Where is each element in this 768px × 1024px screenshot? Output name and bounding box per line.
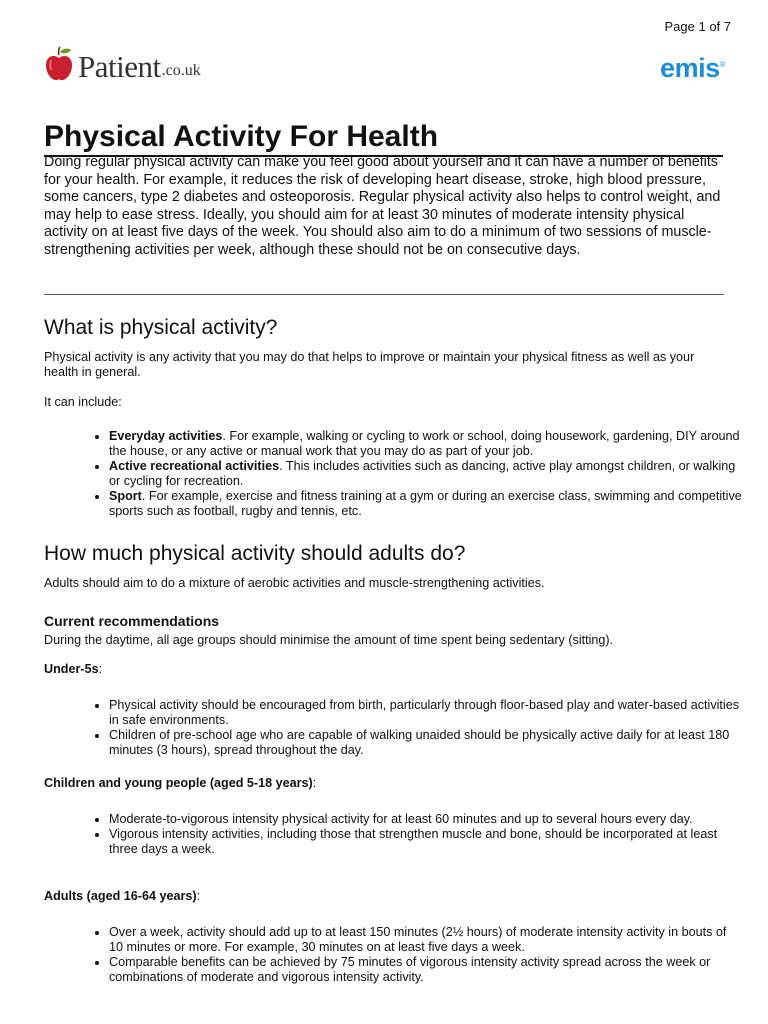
group-label-adults bbox=[44, 889, 200, 904]
group-label-text: Under-5s bbox=[44, 662, 99, 676]
list-item: • Children of pre-school age who are capable of walking unaided should be physically active daily for at least 180 minutes (3 hours), spread throughout the day. bbox=[109, 728, 743, 758]
divider bbox=[44, 294, 724, 295]
subheading-current-recommendations: Current recommendations bbox=[44, 613, 220, 629]
list-item-text: . This includes activities such as dancing, active play amongst children, or walking or cycling for recreation. bbox=[109, 459, 736, 488]
list-item bbox=[109, 459, 743, 489]
group-label-under5 bbox=[44, 662, 102, 677]
registered-mark: ® bbox=[719, 60, 725, 69]
intro-paragraph: Doing regular physical activity can make you feel good about yourself and it can have a number of benefits for your health. For example, it reduces the risk of developing heart disease, stroke, high blood pressure, some cancers, type 2 diabetes and osteoporosis. Regular physical activity also helps to control weight, and may help to ease stress. Ideally, you should aim for at least 30 minutes of moderate intensity physical activity on at least five days of the week. You should also aim to do a minimum of two sessions of muscle-strengthening activities per week, although these should not be on consecutive days. bbox=[44, 154, 721, 258]
list-item: • Physical activity should be encouraged from birth, particularly through floor-based play and water-based activities in safe environments. bbox=[109, 698, 743, 728]
list-item: • Over a week, activity should add up to at least 150 minutes (2½ hours) of moderate intensity activity in bouts of 10 minutes or more. For example, 30 minutes on at least five days a week. bbox=[109, 925, 743, 955]
list-item: • Moderate-to-vigorous intensity physical activity for at least 60 minutes and up to several hours every day. bbox=[109, 812, 743, 827]
logo-suffix: .co.uk bbox=[161, 62, 201, 79]
list-item-bold: Everyday activities bbox=[109, 429, 223, 443]
section-paragraph: Physical activity is any activity that you may do that helps to improve or maintain your physical fitness as well as your health in general. bbox=[44, 350, 695, 379]
list-item bbox=[109, 489, 743, 519]
apple-icon bbox=[44, 46, 74, 82]
emis-logo[interactable] bbox=[660, 53, 725, 84]
group-label-colon: : bbox=[98, 662, 103, 676]
patient-logo[interactable] bbox=[44, 42, 201, 82]
group-label-text: Children and young people (aged 5-18 years) bbox=[44, 776, 313, 790]
emis-logo-text: emis bbox=[660, 53, 720, 83]
list-item: • Vigorous intensity activities, including those that strengthen muscle and bone, should be incorporated at least three days a week. bbox=[109, 827, 743, 857]
group-label-colon: : bbox=[196, 889, 201, 903]
children-list bbox=[90, 812, 743, 857]
section-paragraph: Adults should aim to do a mixture of aerobic activities and muscle-strengthening activities. bbox=[44, 576, 545, 590]
section-heading-what-is: What is physical activity? bbox=[44, 316, 278, 339]
group-label-colon: : bbox=[312, 776, 317, 790]
logo-text: Patient bbox=[78, 49, 161, 84]
page-title: Physical Activity For Health bbox=[44, 120, 723, 157]
group-label-children bbox=[44, 776, 316, 791]
section-heading-how-much: How much physical activity should adults do? bbox=[44, 542, 466, 565]
section-paragraph: During the daytime, all age groups should minimise the amount of time spent being sedentary (sitting). bbox=[44, 633, 614, 647]
activity-list bbox=[90, 429, 743, 519]
list-item-bold: Sport bbox=[109, 489, 142, 503]
group-label-text: Adults (aged 16-64 years) bbox=[44, 889, 197, 903]
adults-list bbox=[90, 925, 743, 985]
list-item-text: . For example, walking or cycling to work or school, doing housework, gardening, DIY around the house, or any active or manual work that you may do as part of your job. bbox=[109, 429, 740, 458]
list-item-bold: Active recreational activities bbox=[109, 459, 280, 473]
list-item-text: . For example, exercise and fitness training at a gym or during an exercise class, swimming and competitive sports such as football, rugby and tennis, etc. bbox=[109, 489, 742, 518]
page-indicator: Page 1 of 7 bbox=[664, 19, 731, 34]
list-item bbox=[109, 429, 743, 459]
list-item: • Comparable benefits can be achieved by 75 minutes of vigorous intensity activity spread across the week or combinations of moderate and vigorous intensity activity. bbox=[109, 955, 743, 985]
under5-list bbox=[90, 698, 743, 758]
section-paragraph: It can include: bbox=[44, 395, 122, 409]
